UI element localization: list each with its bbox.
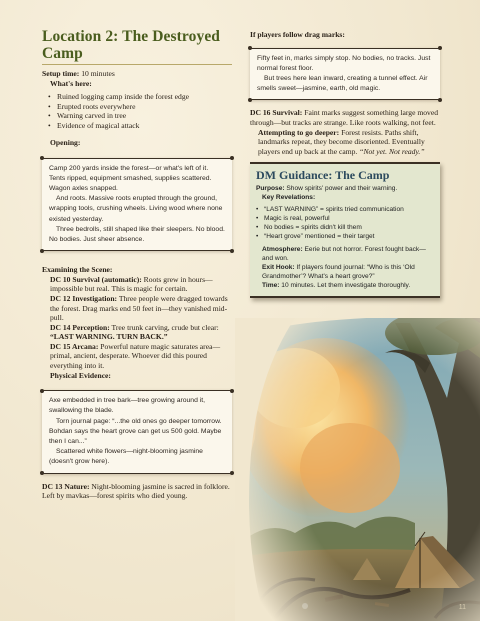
physical-evidence-label: Physical Evidence:	[50, 370, 111, 380]
list-item: • Magic is real, powerful	[256, 214, 432, 223]
examining-label: Examining the Scene:	[42, 265, 113, 275]
list-item: • No bodies = spirits didn't kill them	[256, 223, 432, 232]
revelations-list	[256, 205, 432, 241]
location-title: Location 2: The Destroyed Camp	[42, 28, 232, 65]
page-number: 11	[458, 604, 466, 611]
list-item: • “Heart grove” mentioned = their target	[256, 232, 432, 241]
left-column	[42, 28, 232, 501]
dm-atmosphere: Atmosphere: Eerie but not horror. Forest fought back—and won.	[262, 246, 426, 263]
opening-paragraph-2: And roots. Massive roots erupted through the ground, wrapping tools, crushing wheels. Living wood where none existed yesterday.	[49, 195, 223, 223]
dc10-survival: DC 10 Survival (automatic): Roots grew in hours—impossible but real. This is magic for certain.	[50, 274, 213, 294]
dm-exit-hook: Exit Hook: If players found journal: “Who is this ‘Old Grandmother’? What's a heart grove?”	[262, 264, 415, 281]
list-item: • Warning carved in tree	[48, 111, 232, 120]
whats-here-label: What's here:	[50, 78, 92, 88]
destroyed-camp-illustration	[235, 318, 480, 621]
list-item: • Erupted roots everywhere	[48, 102, 232, 111]
dc13-nature: DC 13 Nature: Night-blooming jasmine is sacred in folklore. Left by mavkas—forest spirits who died young.	[42, 481, 230, 501]
dm-purpose: Purpose: Show spirits' power and their warning.	[256, 185, 398, 193]
dm-time: Time: 10 minutes. Let them investigate thoroughly.	[262, 282, 411, 290]
drag-marks-box	[250, 48, 440, 101]
opening-paragraph-1: Camp 200 yards inside the forest—or what's left of it. Tents ripped, equipment smashed, supplies scattered. Wagon axles snapped.	[49, 164, 212, 192]
list-item: • “LAST WARNING” = spirits tried communication	[256, 205, 432, 214]
evidence-paragraph-3: Scattered white flowers—night-blooming jasmine (doesn't grow here).	[49, 448, 203, 466]
setup-value: 10 minutes	[79, 69, 115, 79]
list-item: • Evidence of magical attack	[48, 121, 232, 130]
setup-line	[42, 69, 232, 79]
opening-read-aloud-box	[42, 158, 232, 252]
dc15-arcana: DC 15 Arcana: Powerful nature magic saturates area—primal, ancient, desperate. Whoever did this poured everything into it.	[50, 341, 221, 371]
dc14-perception: DC 14 Perception: Tree trunk carving, crude but clear: “LAST WARNING. TURN BACK.”	[50, 322, 219, 342]
physical-evidence-box	[42, 390, 232, 473]
dc12-investigation: DC 12 Investigation: Three people were dragged towards the forest. Drag marks end 50 feet in—they vanished mid-pull.	[50, 293, 228, 323]
list-item: • Ruined logging camp inside the forest edge	[48, 92, 232, 101]
drag-paragraph-1: Fifty feet in, marks simply stop. No bodies, no tracks. Just normal forest floor.	[257, 54, 431, 72]
evidence-paragraph-1: Axe embedded in tree bark—tree growing around it, swallowing the blade.	[49, 397, 206, 415]
dm-guidance-sidebar	[250, 162, 440, 298]
drag-marks-label: If players follow drag marks:	[250, 30, 345, 39]
key-revelations-label: Key Revelations:	[262, 194, 316, 202]
evidence-paragraph-2: Torn journal page: “...the old ones go deeper tomorrow. Bohdan says the heart grove can get us 500 gold. Maybe then I can...”	[49, 417, 222, 446]
dm-guidance-title: DM Guidance: The Camp	[256, 168, 390, 183]
opening-paragraph-3: Three bedrolls, still shaped like their sleepers. No blood. No bodies. Just sheer absence.	[49, 225, 225, 243]
opening-label: Opening:	[50, 137, 81, 147]
right-column	[250, 30, 440, 298]
setup-label: Setup time:	[42, 69, 80, 79]
dc16-survival: DC 16 Survival: Faint marks suggest something large moved through—but tracks are strange. Like roots walking, not feet.	[250, 108, 439, 127]
whats-here-list	[48, 92, 232, 130]
drag-paragraph-2: But trees here lean inward, creating a tunnel effect. Air smells sweet—jasmine, earth, old magic.	[257, 75, 428, 93]
attempting-deeper: Attempting to go deeper: Forest resists. Paths shift, landmarks repeat, they become disoriented. Eventually players end up back at the camp. “Not yet. Not ready.”	[258, 127, 425, 156]
